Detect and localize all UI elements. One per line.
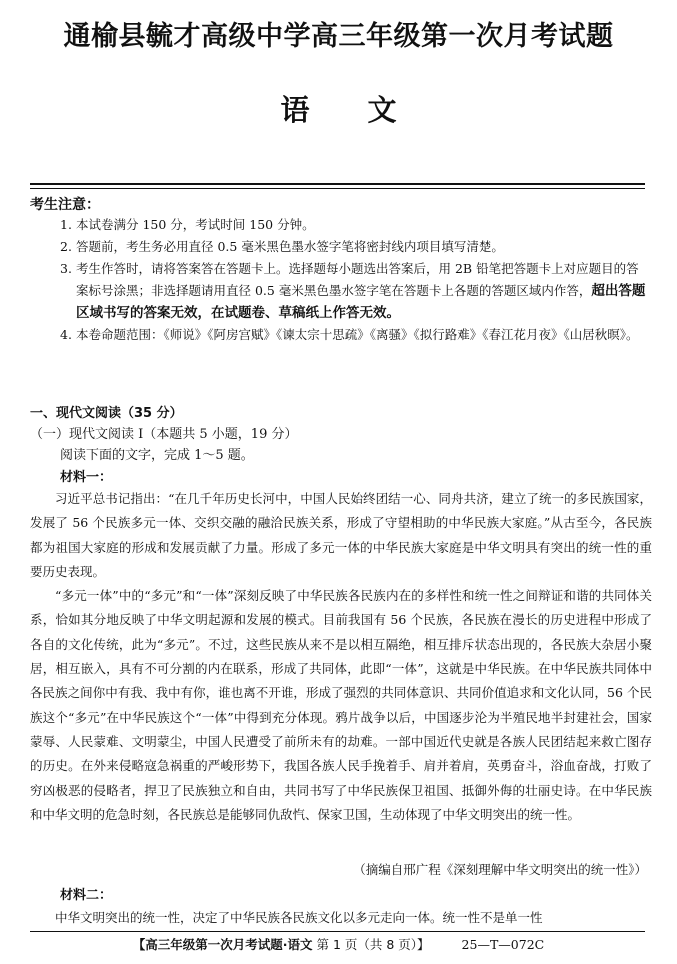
exam-title: 通榆县毓才高级中学高三年级第一次月考试题 — [63, 21, 614, 52]
footer-page-number: 第 1 页（共 8 页）】 — [316, 937, 430, 952]
notice-item-text: 考生作答时，请将答案答在答题卡上。选择题每小题选出答案后，用 2B 铅笔把答题卡上对应题目的答案标号涂黑；非选择题请用直径 0.5 毫米黑色墨水签字笔在答题卡上各题的答题区域内作答， — [76, 261, 639, 298]
notice-list — [30, 214, 646, 346]
subject-title: 语文 — [280, 93, 455, 127]
footer-exam-code: 25—T—072C — [461, 937, 545, 952]
notice-item-text: 答题前，考生务必用直径 0.5 毫米黑色墨水签字笔将密封线内项目填写清楚。 — [76, 239, 504, 254]
header-divider-thin — [30, 188, 645, 189]
material-2-label: 材料二： — [60, 888, 113, 903]
notice-item-text: 本卷命题范围：《师说》《阿房宫赋》《谏太宗十思疏》《离骚》《拟行路难》《春江花月夜》《山居秋暝》。 — [76, 327, 639, 342]
page-footer — [0, 935, 677, 953]
notice-item — [30, 258, 646, 324]
notice-item — [30, 236, 646, 258]
section-heading: 一、现代文阅读（35 分） — [30, 406, 183, 421]
material-1-paragraph: “多元一体”中的“多元”和“一体”深刻反映了中华民族各民族内在的多样性和统一性之间辩证和谐的共同体关系，恰如其分地反映了中华文明起源和发展的模式。目前我国有 56 个民族，各民族在漫长的历史进程中形成了各自的文化传统，此为“多元”。不过，这些民族从来不是以相互隔绝，相互排斥状态出现的，各民族大杂居小聚居，相互嵌入，具有不可分割的内在联系，形成了共同体，此即“一体”，这就是中华民族。在中华民族共同体中各民族之间你中有我、我中有你，谁也离不开谁，形成了强烈的共同体意识、共同价值追求和文化认同，56 个民族这个“多元”在中华民族这个“一体”中得到充分体现。鸦片战争以后，中国逐步沦为半殖民地半封建社会，国家蒙辱、人民蒙难、文明蒙尘，中国人民遭受了前所未有的劫难。一部中国近代史就是各族人民团结起来救亡图存的历史。在外来侵略寇急祸重的严峻形势下，我国各族人民手挽着手、肩并着肩，英勇奋斗，浴血奋战，打败了穷凶极恶的侵略者，捍卫了民族独立和自由，共同书写了中华民族保卫祖国、抵御外侮的壮丽史诗。在中华民族和中华文明的危急时刻，各民族总是能够同仇敌忾、保家卫国，生动体现了中华文明突出的统一性。 — [30, 588, 652, 822]
material-1-paragraph: 习近平总书记指出：“在几千年历史长河中，中国人民始终团结一心、同舟共济，建立了统一的多民族国家，发展了 56 个民族多元一体、交织交融的融洽民族关系，形成了守望相助的中华民族大家庭。”从古至今，各民族都为祖国大家庭的形成和发展贡献了力量。形成了多元一体的中华民族大家庭是中华文明具有突出的统一性的重要历史表现。 — [30, 491, 652, 579]
notice-warning-bold: 超出答题区域书写的答案无效，在试题卷、草稿纸上作答无效。 — [76, 283, 646, 321]
notice-item-text: 本试卷满分 150 分，考试时间 150 分钟。 — [76, 217, 315, 232]
notice-item — [30, 214, 646, 236]
notice-item-number: 1. — [60, 217, 72, 232]
footer-divider — [30, 931, 645, 932]
subsection-heading: （一）现代文阅读 Ⅰ（本题共 5 小题，19 分） — [30, 427, 298, 442]
notice-item-number: 4. — [60, 327, 72, 342]
material-1-body — [30, 487, 652, 827]
material-1-source: （摘编自邢广程《深刻理解中华文明突出的统一性》） — [353, 862, 647, 877]
notice-item — [30, 324, 646, 346]
header-divider-thick — [30, 183, 645, 185]
material-1-label: 材料一： — [60, 470, 113, 485]
notice-item-number: 3. — [60, 261, 72, 276]
footer-exam-name: 【高三年级第一次月考试题·语文 — [132, 937, 313, 952]
reading-instruction: 阅读下面的文字，完成 1～5 题。 — [60, 448, 254, 463]
material-2-first-line: 中华文明突出的统一性，决定了中华民族各民族文化以多元走向一体。统一性不是单一性 — [55, 910, 543, 925]
notice-heading: 考生注意： — [30, 197, 100, 213]
notice-item-number: 2. — [60, 239, 72, 254]
